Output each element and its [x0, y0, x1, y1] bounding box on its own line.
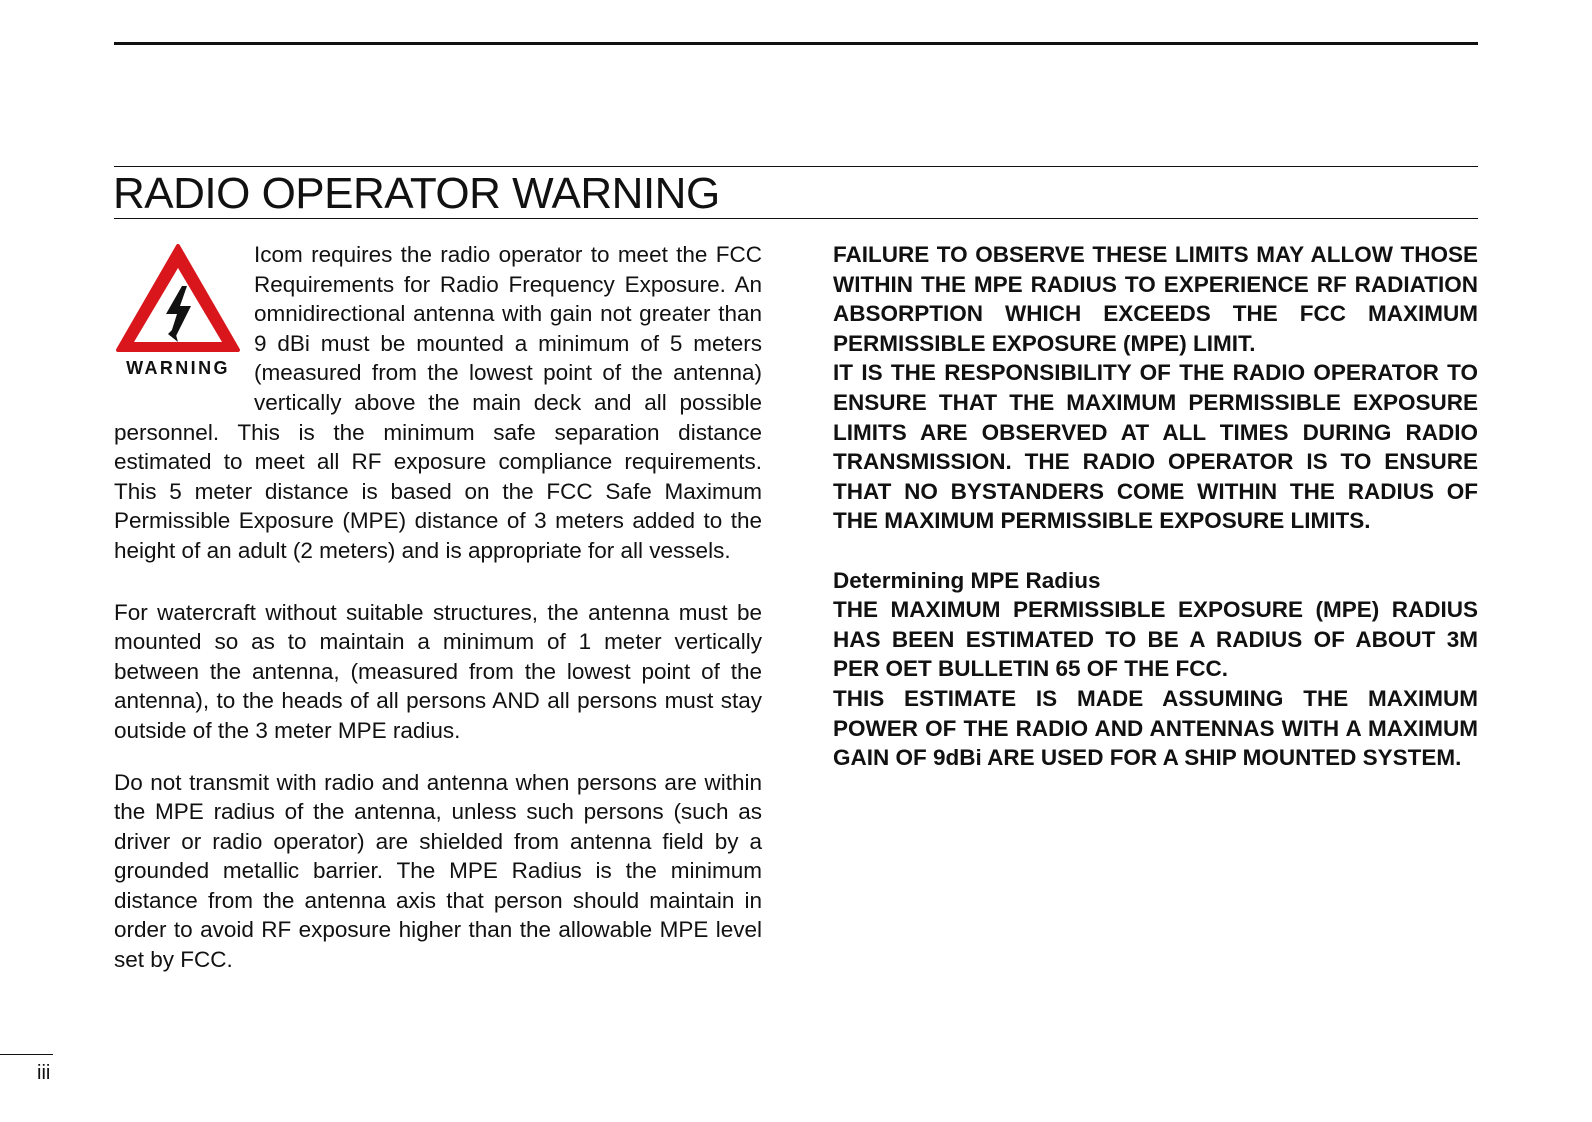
header-rule: [114, 42, 1478, 45]
mpe-radius-text: THE MAXIMUM PERMISSIBLE EXPOSURE (MPE) RADIUS HAS BEEN ESTIMATED TO BE A RADIUS OF ABOUT 3M PER OET BULLETIN 65 OF THE FCC.: [833, 597, 1478, 682]
watercraft-paragraph: For watercraft without suitable structures, the antenna must be mounted so as to maintain a minimum of 1 meter vertically between the antenna, (measured from the lowest point of the antenna), to the heads of all persons AND all persons must stay outside of the 3 meter MPE radius.: [114, 599, 762, 743]
caution-responsibility: IT IS THE RESPONSIBILITY OF THE RADIO OPERATOR TO ENSURE THAT THE MAXIMUM PERMISSIBLE EXPOSURE LIMITS ARE OBSERVED AT ALL TIMES DURING RADIO TRANSMISSION. THE RADIO OPERATOR IS TO ENSURE THAT NO BYSTANDERS COME WITHIN THE RADIUS OF THE MAXIMUM PERMISSIBLE EXPOSURE LIMITS.: [833, 360, 1478, 534]
section-heading: Determining MPE Radius: [833, 567, 1101, 593]
warning-label: WARNING: [126, 358, 230, 378]
warning-figure: [114, 242, 242, 384]
intro-paragraph: [114, 240, 762, 566]
title-rule-bottom: [114, 218, 1478, 219]
high-voltage-warning-icon: [114, 242, 242, 354]
mpe-estimate-text: THIS ESTIMATE IS MADE ASSUMING THE MAXIMUM POWER OF THE RADIO AND ANTENNAS WITH A MAXIMUM GAIN OF 9dBi ARE USED FOR A SHIP MOUNTED SYSTEM.: [833, 685, 1478, 771]
left-column: [114, 240, 762, 975]
page-number: iii: [37, 1062, 51, 1084]
caution-failure: FAILURE TO OBSERVE THESE LIMITS MAY ALLOW THOSE WITHIN THE MPE RADIUS TO EXPERIENCE RF RADIATION ABSORPTION WHICH EXCEEDS THE FCC MAXIMUM PERMISSIBLE EXPOSURE (MPE) LIMIT.: [833, 242, 1478, 356]
footer-rule: [0, 1054, 53, 1055]
title-rule-top: [114, 166, 1478, 167]
page-title: RADIO OPERATOR WARNING: [113, 169, 720, 218]
transmit-paragraph: Do not transmit with radio and antenna when persons are within the MPE radius of the antenna, unless such persons (such as driver or radio operator) are shielded from antenna field by a grounded metallic barrier. The MPE Radius is the minimum distance from the antenna axis that person should maintain in order to avoid RF exposure higher than the allowable MPE level set by FCC.: [114, 769, 762, 973]
right-column: [833, 240, 1478, 773]
intro-text: Icom requires the radio operator to meet the FCC Requirements for Radio Frequency Exposure. An omnidirectional antenna with gain not greater than 9 dBi must be mounted a minimum of 5 meters (measured from the lowest point of the antenna) vertically above the main deck and all possible personnel. This is the minimum safe separation distance estimated to meet all RF exposure compliance requirements. This 5 meter distance is based on the FCC Safe Maximum Permissible Exposure (MPE) distance of 3 meters added to the height of an adult (2 meters) and is appropriate for all vessels.: [114, 242, 762, 563]
